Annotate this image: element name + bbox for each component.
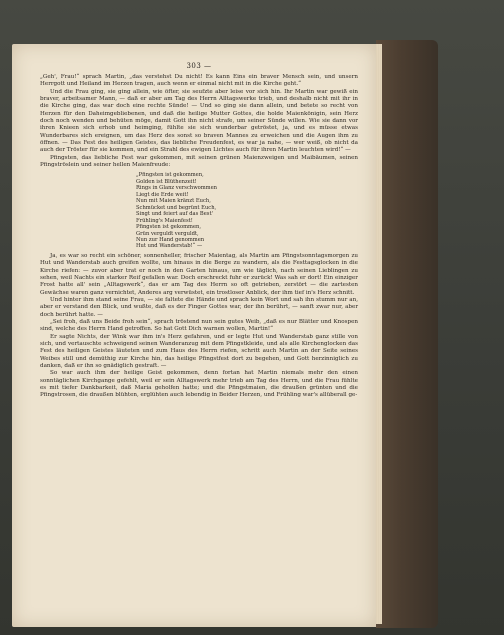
poem-line: Frühling's Maienfest! bbox=[136, 217, 193, 224]
paragraph: Und hinter ihm stand seine Frau, — sie faltete die Hände und sprach kein Wort und sah ihn stumm nur an, aber er verstand den Blick, und wußte, daß es der Finger Gottes war, der ihn berührt, — sanft zwar nur, aber doch berührt hatte. — bbox=[40, 296, 358, 318]
poem-line: Hut und Wanderstab!“ — bbox=[136, 243, 203, 250]
poem-line: Pfingsten ist gekommen, bbox=[136, 224, 202, 231]
poem-line: Nun mit Maien kränzt Euch, bbox=[136, 198, 211, 205]
paragraph: So war auch ihm der heilige Geist gekommen, denn fortan hat Martin niemals mehr den einen sonntäglichen Kirchgange gefehlt, weil er sein Alltagswerk mehr trieb am Tag des Herrn, und die Frau fühlte es mit tiefer Dankbarkeit, daß Maria geholfen hatte; und die Pfingstmaien, die draußen grünten und die Pfingstrosen, die draußen blühten, erglühten auch lebendig in Beider Herzen, und Frühling war's allüberall ge- bbox=[40, 370, 358, 399]
paragraph: „Geh', Frau!“ sprach Martin, „das verstehst Du nicht! Es kann Eins ein braver Mensch sein, und unsern Herrgott und Heiland im Herzen tragen, auch wenn er einmal nicht mit in die Kirche geht.“ bbox=[40, 74, 358, 88]
poem-line: Rings in Glanz verschwommen bbox=[136, 185, 218, 192]
book-page bbox=[12, 44, 376, 627]
poem-line: „Pfingsten ist gekommen, bbox=[136, 172, 204, 179]
poem-line: Golden ist Blüthenzeit! bbox=[136, 178, 197, 185]
paragraph: Er sagte Nichts, der Wink war ihm in's Herz gefahren, und er legte Hut und Wanderstab ganz stille von sich, und vertauschte schweigend seinen Wanderanzug mit dem Pfingstkleide, und als alle Kirchenglocken das Fest des heiligen Geistes läuteten und zum Haus des Herrn riefen, schritt auch Martin an der Seite seines Weibes still und demüthig zur Kirche hin, das heilige Pfingstfest dort zu begehen, und Gott herzinniglich zu danken, daß er ihn so gnädiglich gestraft. — bbox=[40, 333, 358, 370]
poem-line: Singt und feiert auf das Best' bbox=[136, 211, 213, 218]
paragraph: Ja, es war so recht ein schöner, sonnenheller, frischer Maientag, als Martin am Pfingstsonntagsmorgen zu Hut und Wanderstab auch greifen wollte, um hinaus in die Berge zu wandern, als die Festtagsglocken in die Kirche riefen: — zuvor aber trat er noch in den Garten hinaus, um wie täglich, nach seinen Lieblingen zu sehen, weil Nachts ein starker Reif gefallen war. Doch erschreckt fuhr er zurück! Was sah er dort! Ein einziger Frost hatte all' sein „Alltagswerk“, das er am Tag des Herrn so oft getrieben, zerstört — die zartesten Gewächse waren ganz vernichtet, Anderes arg verwüstet, ein trostloser Anblick, der ihm tief in's Herz schnitt. bbox=[40, 252, 358, 296]
poem-line: Nun zur Hand genommen bbox=[136, 237, 205, 243]
poem-line: Liegt die Erde weit! bbox=[136, 191, 189, 198]
paragraph: Pfingsten, das liebliche Fest war gekommen, mit seinen grünen Maienzweigen und Maibäumen, seinen Pfingströslein und seiner hellen Maienfreude: bbox=[40, 154, 358, 169]
poem-line: Grün verguldt verguldt, bbox=[136, 230, 199, 237]
page-text-block bbox=[40, 62, 358, 400]
book-cover-edge bbox=[376, 40, 438, 628]
poem-block bbox=[136, 172, 358, 249]
page-number: 303 — bbox=[186, 62, 212, 70]
paragraph: Und die Frau ging, sie ging allein, wie öfter, sie seufzte aber leise vor sich hin. Ihr Martin war gewiß ein braver, arbeitsamer Mann, — daß er aber am Tag des Herrn Alltagswerke trieb, und deshalb nicht mit ihr in die Kirche ging, das war doch eine rechte Sünde! — Und so ging sie dann allein, und betete so recht von Herzen für den Daheimgebliebenen, und daß die heilige Mutter Gottes, die holde Maienkönigin, sein Herz doch noch wenden und behüten möge, damit Gott ihn nicht strafe, um seiner Sünde willen. Wie sie dann vor ihren Knieen sich erhob und heimging, fühlte sie sich wunderbar getröstet, ja, und es müsse etwas Wunderbares sich ereignen, um das Herz des sonst so braven Mannes zu erweichen und die Augen ihm zu öffnen. — Das Fest des heiligen Geistes, das liebliche Freudenfest, es war ja nahe, — wer weiß, ob nicht da auch der Tröster für sie kommen, und ein Strahl des ewigen Lichtes auch für ihren Martin leuchten wird!“ — bbox=[40, 88, 358, 154]
paragraph: „Sei froh, daß uns Beide froh sein“, sprach tröstend nun sein gutes Weib, „daß es nur Blätter und Knospen sind, welche des Herrn Hand getroffen. So hat Gott Dich warnen wollen, Martin!“ bbox=[40, 319, 358, 333]
poem-line: Schmücket und begrünt Euch, bbox=[136, 204, 217, 211]
